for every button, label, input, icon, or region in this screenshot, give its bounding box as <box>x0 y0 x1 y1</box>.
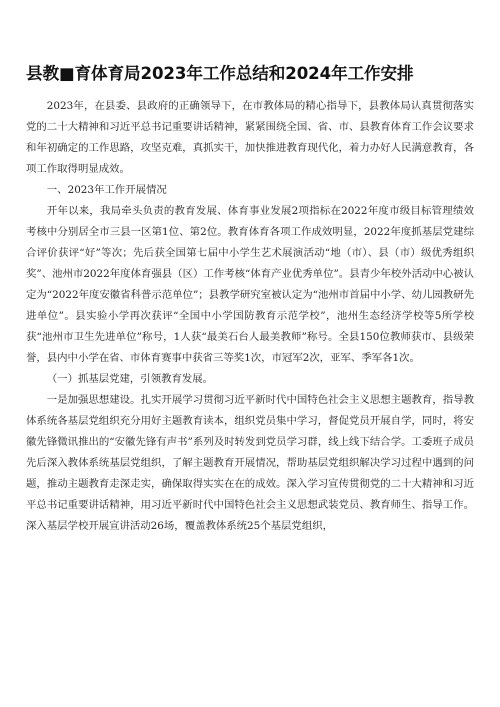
achievements-paragraph: 开年以来，我局牵头负责的教育发展、体育事业发展2项指标在2022年度市级目标管理绩效考核中分别居全市三县一区第1位、第2位。教育体育各项工作成效明显，2022年度抓基层党建综合评价获评“好”等次；先后获全国第七届中小学生艺术展演活动“地（市）、县（市）级优秀组织奖”、池州市2022年度体育强县（区）工作考核“体育产业优秀单位”。县青少年校外活动中心被认定为“2022年度安徽省科普示范单位”；县教学研究室被认定为“池州市首届中小学、幼儿园教研先进单位”。县实验小学再次获评“全国中小学国防教育示范学校”，池州生态经济学校等5所学校获“池州市卫生先进单位”称号，1人获“最美石台人最美教师”称号。全县150位教师获市、县级荣誉，县内中小学在省、市体育赛事中获省三等奖1次，市冠军2次，亚军、季军各1次。 <box>26 205 474 364</box>
section-heading-2023: 一、2023年工作开展情况 <box>46 184 167 196</box>
ideology-paragraph: 一是加强思想建设。扎实开展学习贯彻习近平新时代中国特色社会主义思想主题教育，指导教体系统各基层党组织充分用好主题教育读本，组织党员集中学习，督促党员开展自学，同时，将安徽先锋微讯推出的“安徽先锋有声书”系列及时转发到党员学习群，线上线下结合学。工委班子成员先后深入教体系统基层党组织，了解主题教育开展情况，帮助基层党组织解决学习过程中遇到的问题，推动主题教育走深走实，确保取得实实在在的成效。深入学习宣传贯彻党的二十大精神和习近平总书记重要讲话精神，用习近平新时代中国特色社会主义思想武装党员、教育师生、指导工作。深入基层学校开展宣讲活动26场，覆盖教体系统25个基层党组织， <box>26 394 474 532</box>
document-body <box>26 96 474 537</box>
subsection-heading-party-building: （一）抓基层党建，引领教育发展。 <box>46 373 214 385</box>
intro-paragraph: 2023年，在县委、县政府的正确领导下，在市教体局的精心指导下，县教体局认真贯彻落实党的二十大精神和习近平总书记重要讲话精神，紧紧围绕全国、省、市、县教育体育工作会议要求和年初确定的工作思路，攻坚克难，真抓实干，加快推进教育现代化，着力办好人民满意教育，各项工作取得明显成效。 <box>26 100 474 175</box>
document-title: 县教■育体育局2023年工作总结和2024年工作安排 <box>26 64 414 83</box>
